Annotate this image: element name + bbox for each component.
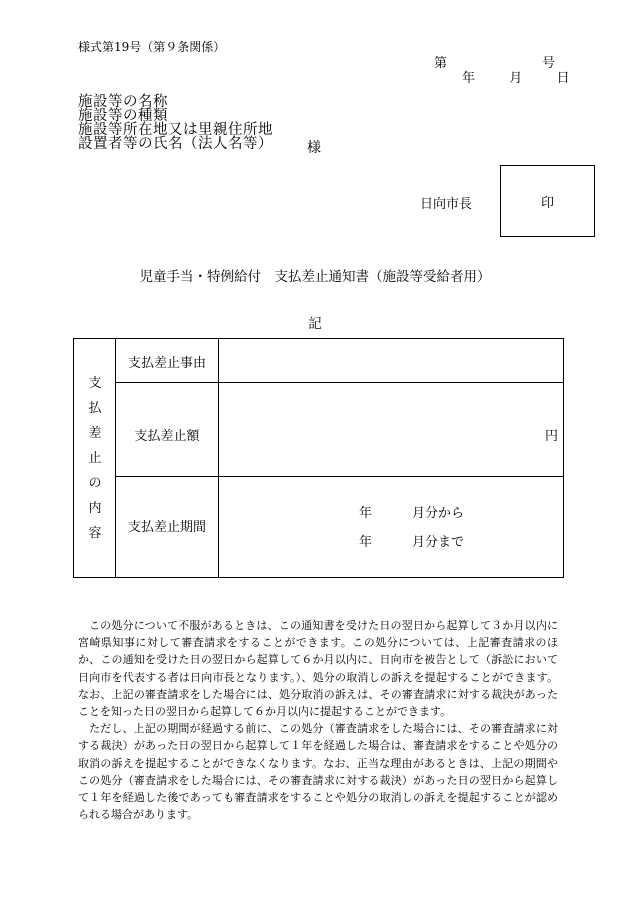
honorific-sama: 様 <box>307 140 321 156</box>
side-char: 止 <box>88 450 102 466</box>
reason-label: 支払差止事由 <box>127 356 206 371</box>
side-char: の <box>88 475 102 491</box>
seal-mark: 印 <box>540 195 554 211</box>
appeal-notice-paragraph: この処分について不服があるときは、この通知書を受けた日の翌日から起算して３か月以内に宮崎県知事に対して審査請求をすることができます。この処分については、上記審査請求のほか、この通知を受けた日の翌日から起算して６か月以内に、日向市を被告として（訴訟において日向市を代表する者は日向市長となります。）、処分の取消しの訴えを提起することができます。なお、上記の審査請求をした場合には、処分取消の訴えは、その審査請求に対する裁決があったことを知った日の翌日から起算して６か月以内に提起することができます。 <box>78 619 558 719</box>
period-to-month: 月分まで <box>412 535 465 550</box>
document-title: 児童手当・特例給付 支払差止通知書（施設等受給者用） <box>139 269 491 285</box>
facility-type-label: 施設等の種類 <box>78 108 168 124</box>
facility-name-label: 施設等の名称 <box>78 94 168 110</box>
side-char: 支 <box>88 375 102 391</box>
form-number: 様式第19号（第９条関係） <box>78 40 226 54</box>
table-divider <box>218 339 219 577</box>
founder-name-label: 設置者等の氏名（法人名等） <box>78 136 273 152</box>
issue-date <box>462 67 570 86</box>
table-side-label <box>74 339 116 577</box>
date-day: 日 <box>556 71 570 86</box>
facility-address-label: 施設等所在地又は里親住所地 <box>78 122 273 138</box>
date-month: 月 <box>509 71 523 86</box>
ki-heading: 記 <box>308 316 322 332</box>
period-label: 支払差止期間 <box>127 520 206 535</box>
date-year: 年 <box>462 71 476 86</box>
table-divider <box>115 476 563 477</box>
appeal-notice-paragraph: ただし、上記の期間が経過する前に、この処分（審査請求をした場合には、その審査請求に対する裁決）があった日の翌日から起算して１年を経過した場合は、審査請求をすることや処分の取消の訴えを提起することができなくなります。なお、正当な理由があるときは、上記の期間やこの処分（審査請求をした場合には、その審査請求に対する裁決）があった日の翌日から起算して１年を経過した後であっても審査請求をすることや処分の取消しの訴えを提起することが認められる場合があります。 <box>78 722 558 822</box>
side-char: 払 <box>88 400 102 416</box>
period-from-year: 年 <box>359 506 373 521</box>
appeal-notice <box>78 617 558 823</box>
doc-number-suffix: 号 <box>542 56 556 71</box>
side-char: 差 <box>88 425 102 441</box>
side-char: 内 <box>88 500 102 516</box>
table-divider <box>115 382 563 383</box>
amount-label: 支払差止額 <box>134 429 200 444</box>
period-from-month: 月分から <box>412 506 465 521</box>
issuer-mayor: 日向市長 <box>420 197 473 212</box>
period-to-year: 年 <box>359 535 373 550</box>
seal-box <box>500 165 595 237</box>
amount-unit: 円 <box>545 429 559 444</box>
side-char: 容 <box>88 525 102 541</box>
doc-number-prefix: 第 <box>434 56 448 71</box>
suspension-details-table <box>73 338 564 578</box>
